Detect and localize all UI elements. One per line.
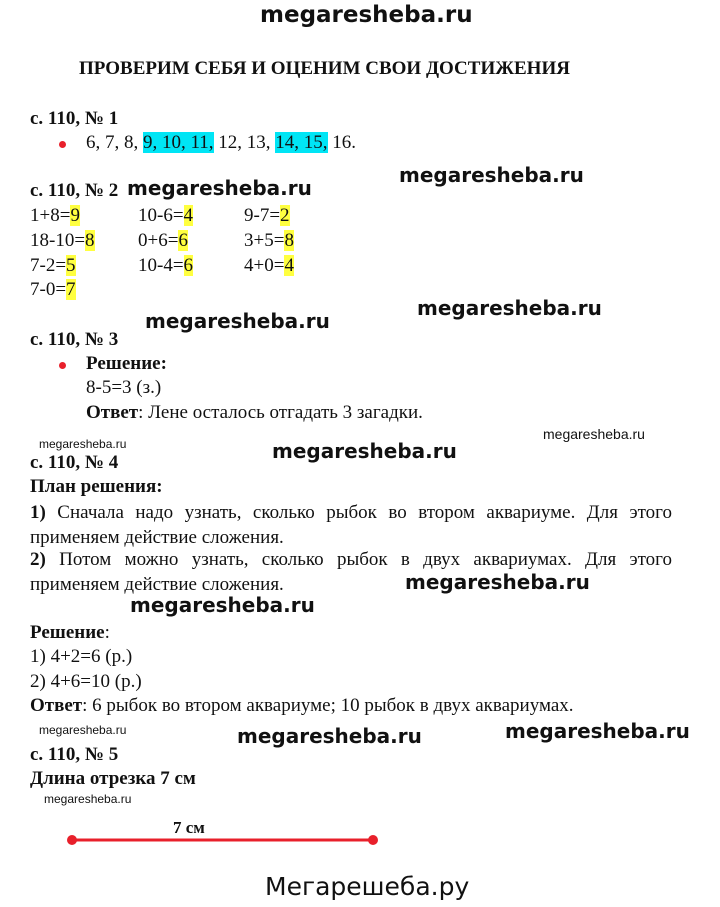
task3-calculation: 8-5=3 (з.) [86, 377, 162, 398]
equation-answer: 5 [66, 255, 76, 276]
seq-highlight: 14, 15, [275, 132, 328, 153]
task1-heading: с. 110, № 1 [30, 108, 119, 129]
answer-text: : 6 рыбок во втором аквариуме; 10 рыбок в двух аквариумах. [82, 695, 574, 716]
solution-colon: : [104, 622, 110, 643]
equation-expr: 7-2= [30, 255, 67, 276]
footer-brand: Мегарешеба.ру [265, 872, 470, 901]
equation-answer: 7 [66, 279, 76, 300]
watermark: megaresheba.ru [130, 593, 315, 617]
equation-answer: 2 [280, 205, 290, 226]
watermark-small: megaresheba.ru [39, 723, 127, 737]
bullet-icon [59, 362, 66, 369]
seq-highlight: 9, 10, 11, [143, 132, 214, 153]
header-watermark: megaresheba.ru [260, 2, 473, 28]
equation [138, 205, 193, 227]
equation-expr: 0+6= [138, 230, 179, 251]
answer-label: Ответ [30, 695, 83, 716]
equation [30, 230, 95, 252]
equation [138, 230, 188, 252]
equation-expr: 10-6= [138, 205, 184, 226]
equation [244, 255, 294, 277]
task4-heading: с. 110, № 4 [30, 452, 119, 473]
equation-expr: 9-7= [244, 205, 281, 226]
task4-calc2: 2) 4+6=10 (р.) [30, 671, 142, 692]
bullet-icon [59, 141, 66, 148]
task4-plan-label: План решения: [30, 476, 163, 497]
answer-text: : Лене осталось отгадать 3 загадки. [138, 402, 423, 423]
segment-label: 7 см [173, 818, 205, 837]
equation-answer: 8 [284, 230, 294, 251]
equation-answer: 6 [183, 255, 194, 276]
equation-answer: 6 [178, 230, 188, 251]
equation-answer: 4 [183, 205, 194, 226]
watermark-small: megaresheba.ru [39, 437, 127, 451]
step-number: 2) [30, 549, 46, 570]
equation [30, 205, 80, 227]
task3-heading: с. 110, № 3 [30, 329, 119, 350]
step-text: Сначала надо узнать, сколько рыбок во втором аквариуме. Для этого применяем действие сложения. [30, 502, 672, 548]
watermark: megaresheba.ru [127, 176, 312, 200]
equation [30, 255, 76, 277]
seq-part: 16. [327, 132, 357, 153]
watermark: megaresheba.ru [405, 570, 590, 594]
equation-expr: 4+0= [244, 255, 285, 276]
watermark-small: megaresheba.ru [44, 792, 132, 806]
answer-label: Ответ [86, 402, 139, 423]
task5-subtitle: Длина отрезка 7 см [30, 768, 196, 789]
task5-heading: с. 110, № 5 [30, 744, 119, 765]
solution-label: Решение [30, 622, 105, 643]
task1-sequence [86, 132, 356, 154]
watermark: megaresheba.ru [237, 724, 422, 748]
task4-calc1: 1) 4+2=6 (р.) [30, 646, 133, 667]
equation [244, 230, 294, 252]
equation-answer: 4 [284, 255, 294, 276]
task3-answer [86, 402, 423, 424]
seq-part: 12, 13, [213, 132, 276, 153]
task3-solution-label: Решение: [86, 353, 167, 374]
page-title: ПРОВЕРИМ СЕБЯ И ОЦЕНИМ СВОИ ДОСТИЖЕНИЯ [79, 58, 570, 79]
equation [30, 279, 76, 301]
task4-step1 [30, 500, 672, 550]
step-number: 1) [30, 502, 46, 523]
equation-expr: 7-0= [30, 279, 67, 300]
equation-expr: 1+8= [30, 205, 71, 226]
watermark: megaresheba.ru [145, 309, 330, 333]
segment-endpoint [368, 835, 378, 845]
task4-answer [30, 695, 574, 717]
seq-part: 6, 7, 8, [86, 132, 143, 153]
equation-expr: 18-10= [30, 230, 86, 251]
watermark: megaresheba.ru [272, 439, 457, 463]
equation [244, 205, 290, 227]
equation-answer: 8 [85, 230, 95, 251]
equation [138, 255, 193, 277]
equation-expr: 10-4= [138, 255, 184, 276]
watermark: megaresheba.ru [505, 719, 690, 743]
watermark: megaresheba.ru [417, 296, 602, 320]
step-text: Потом можно узнать, сколько рыбок в двух аквариумах. Для этого применяем действие сложения. [30, 549, 672, 595]
task4-solution-label [30, 622, 110, 644]
segment-diagram [60, 830, 390, 850]
task2-heading: с. 110, № 2 [30, 180, 119, 201]
watermark-small: megaresheba.ru [543, 426, 645, 442]
equation-answer: 9 [70, 205, 80, 226]
watermark: megaresheba.ru [399, 163, 584, 187]
segment-endpoint [67, 835, 77, 845]
equation-expr: 3+5= [244, 230, 285, 251]
